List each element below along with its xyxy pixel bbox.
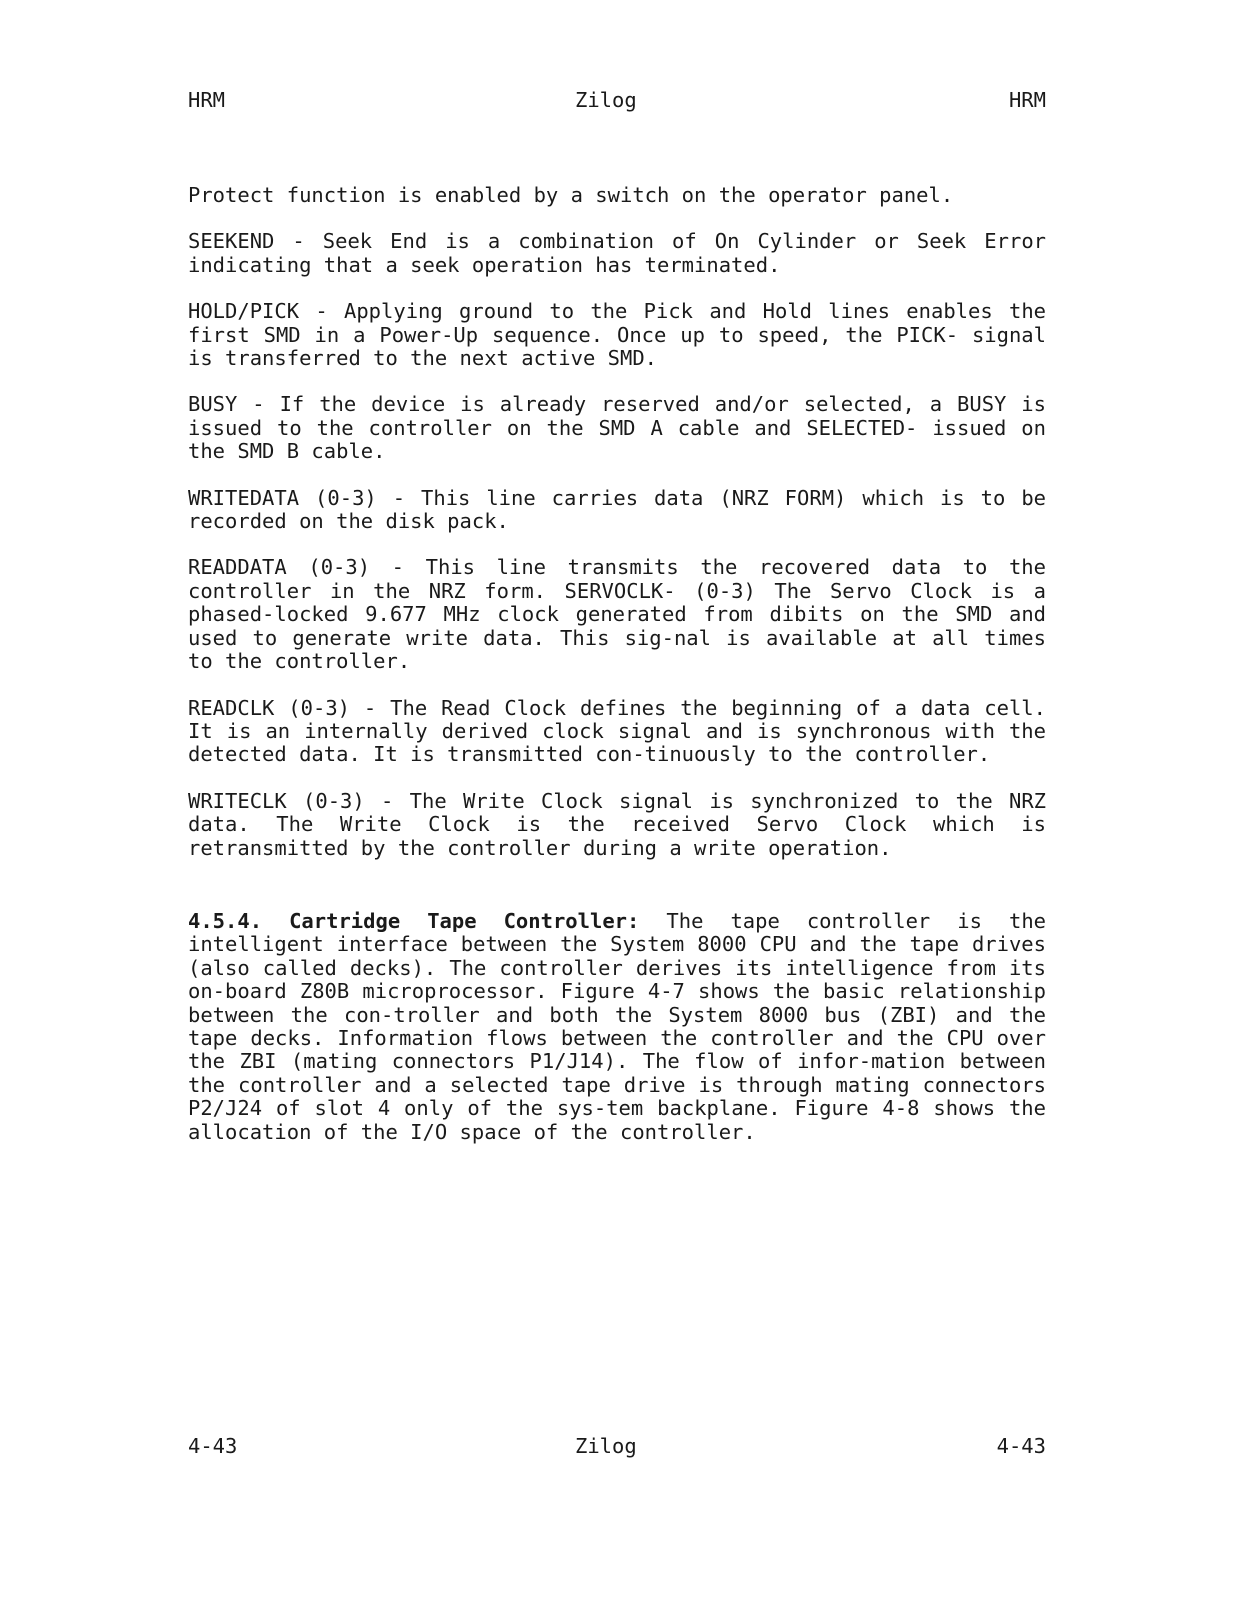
header-right: HRM	[1008, 88, 1046, 112]
section-number: 4.5.4.	[188, 908, 263, 933]
section-paragraph	[188, 910, 1046, 1144]
footer-left: 4-43	[188, 1434, 238, 1458]
paragraph-hold-pick: HOLD/PICK - Applying ground to the Pick and Hold lines enables the first SMD in a Power-Up sequence. Once up to speed, the PICK- signal is transferred to the next active SMD.	[188, 299, 1046, 371]
section-title: Cartridge Tape Controller:	[289, 908, 640, 933]
footer-center: Zilog	[575, 1434, 637, 1458]
footer-right: 4-43	[996, 1434, 1046, 1458]
paragraph-readdata: READDATA (0-3) - This line transmits the recovered data to the controller in the NRZ form. SERVOCLK- (0-3) The Servo Clock is a phased-locked 9.677 MHz clock generated from dibits on the SMD and used to generate write data. This sig-nal is available at all times to the controller.	[188, 555, 1046, 674]
header-left: HRM	[188, 88, 226, 112]
page-footer	[0, 1434, 1246, 1464]
section-text: The tape controller is the intelligent interface between the System 8000 CPU and the tape drives (also called decks). The controller derives its intelligence from its on-board Z80B microprocessor. Figure 4-7 shows the basic relationship between the con-troller and both the System 8000 bus (ZBI) and the tape decks. Information flows between the controller and the CPU over the ZBI (mating connectors P1/J14). The flow of infor-mation between the controller and a selected tape drive is through mating connectors P2/J24 of slot 4 only of the sys-tem backplane. Figure 4-8 shows the allocation of the I/O space of the controller.	[188, 908, 1047, 1144]
header-center: Zilog	[575, 88, 637, 112]
paragraph-writeclk: WRITECLK (0-3) - The Write Clock signal is synchronized to the NRZ data. The Write Clock is the received Servo Clock which is retransmitted by the controller during a write operation.	[188, 788, 1046, 860]
paragraph-busy: BUSY - If the device is already reserved and/or selected, a BUSY is issued to the controller on the SMD A cable and SELECTED- issued on the SMD B cable.	[188, 392, 1046, 464]
paragraph-seekend: SEEKEND - Seek End is a combination of On Cylinder or Seek Error indicating that a seek operation has terminated.	[188, 229, 1046, 277]
paragraph-writedata: WRITEDATA (0-3) - This line carries data (NRZ FORM) which is to be recorded on the disk pack.	[188, 485, 1046, 534]
paragraph-protect: Protect function is enabled by a switch on the operator panel.	[188, 183, 954, 207]
page-header	[0, 88, 1246, 118]
page-body	[188, 184, 1046, 1167]
paragraph-readclk: READCLK (0-3) - The Read Clock defines the beginning of a data cell. It is an internally derived clock signal and is synchronous with the detected data. It is transmitted con-tinuously to the controller.	[188, 695, 1046, 767]
